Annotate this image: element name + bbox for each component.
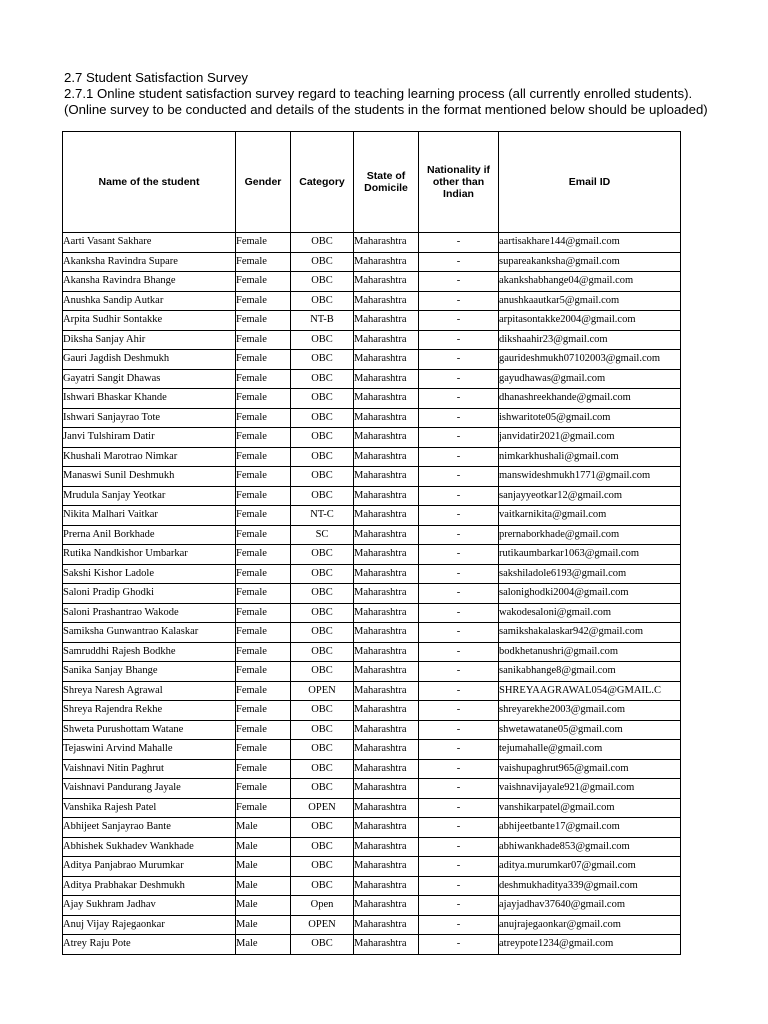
header-state: State of Domicile [354,132,419,233]
table-row [63,642,681,662]
table-row [63,701,681,721]
cell-category: OBC [291,389,354,409]
cell-name: Vaishnavi Nitin Paghrut [63,759,236,779]
cell-gender: Male [236,857,291,877]
cell-name: Ajay Sukhram Jadhav [63,896,236,916]
cell-state: Maharashtra [354,408,419,428]
document-heading [64,70,764,118]
cell-name: Aditya Prabhakar Deshmukh [63,876,236,896]
cell-category: SC [291,525,354,545]
cell-email: janvidatir2021@gmail.com [499,428,681,448]
table-row [63,525,681,545]
cell-state: Maharashtra [354,603,419,623]
cell-gender: Male [236,935,291,955]
cell-category: OBC [291,428,354,448]
cell-name: Prerna Anil Borkhade [63,525,236,545]
cell-email: salonighodki2004@gmail.com [499,584,681,604]
cell-category: OBC [291,642,354,662]
table-row [63,720,681,740]
cell-email: aartisakhare144@gmail.com [499,233,681,253]
cell-email: abhiwankhade853@gmail.com [499,837,681,857]
cell-nationality: - [419,876,499,896]
cell-email: shreyarekhe2003@gmail.com [499,701,681,721]
cell-nationality: - [419,798,499,818]
cell-name: Tejaswini Arvind Mahalle [63,740,236,760]
cell-state: Maharashtra [354,623,419,643]
cell-category: OBC [291,408,354,428]
cell-name: Saloni Prashantrao Wakode [63,603,236,623]
subsection-title: 2.7.1 Online student satisfaction survey regard to teaching learning process (all currently enrolled students). [64,86,693,101]
table-row [63,818,681,838]
cell-state: Maharashtra [354,447,419,467]
cell-email: samikshakalaskar942@gmail.com [499,623,681,643]
cell-name: Ishwari Sanjayrao Tote [63,408,236,428]
cell-category: OBC [291,603,354,623]
table-row [63,837,681,857]
cell-email: ajayjadhav37640@gmail.com [499,896,681,916]
cell-email: shwetawatane05@gmail.com [499,720,681,740]
cell-category: OBC [291,935,354,955]
cell-email: supareakanksha@gmail.com [499,252,681,272]
cell-email: abhijeetbante17@gmail.com [499,818,681,838]
cell-email: akankshabhange04@gmail.com [499,272,681,292]
cell-category: OBC [291,291,354,311]
cell-category: OBC [291,779,354,799]
table-row [63,662,681,682]
cell-name: Samiksha Gunwantrao Kalaskar [63,623,236,643]
cell-email: vaitkarnikita@gmail.com [499,506,681,526]
cell-email: gaurideshmukh07102003@gmail.com [499,350,681,370]
cell-gender: Male [236,837,291,857]
cell-gender: Female [236,740,291,760]
cell-name: Gauri Jagdish Deshmukh [63,350,236,370]
cell-gender: Female [236,389,291,409]
cell-name: Atrey Raju Pote [63,935,236,955]
cell-name: Akansha Ravindra Bhange [63,272,236,292]
cell-category: OBC [291,662,354,682]
table-row [63,350,681,370]
table-row [63,486,681,506]
cell-state: Maharashtra [354,837,419,857]
cell-name: Rutika Nandkishor Umbarkar [63,545,236,565]
cell-email: tejumahalle@gmail.com [499,740,681,760]
cell-nationality: - [419,623,499,643]
cell-name: Anuj Vijay Rajegaonkar [63,915,236,935]
cell-state: Maharashtra [354,467,419,487]
cell-category: OBC [291,252,354,272]
cell-category: OBC [291,486,354,506]
cell-state: Maharashtra [354,350,419,370]
cell-gender: Female [236,252,291,272]
cell-email: sakshiladole6193@gmail.com [499,564,681,584]
cell-category: OBC [291,740,354,760]
cell-gender: Female [236,291,291,311]
cell-gender: Female [236,506,291,526]
cell-name: Ishwari Bhaskar Khande [63,389,236,409]
cell-nationality: - [419,740,499,760]
cell-category: NT-B [291,311,354,331]
cell-nationality: - [419,506,499,526]
cell-gender: Female [236,603,291,623]
cell-state: Maharashtra [354,311,419,331]
cell-gender: Female [236,584,291,604]
cell-nationality: - [419,447,499,467]
cell-email: SHREYAAGRAWAL054@GMAIL.C [499,681,681,701]
cell-name: Khushali Marotrao Nimkar [63,447,236,467]
cell-name: Samruddhi Rajesh Bodkhe [63,642,236,662]
cell-name: Abhishek Sukhadev Wankhade [63,837,236,857]
table-row [63,311,681,331]
cell-gender: Female [236,233,291,253]
cell-nationality: - [419,935,499,955]
cell-gender: Female [236,311,291,331]
table-row [63,467,681,487]
cell-nationality: - [419,857,499,877]
cell-gender: Female [236,272,291,292]
header-category: Category [291,132,354,233]
table-row [63,876,681,896]
cell-name: Akanksha Ravindra Supare [63,252,236,272]
cell-name: Mrudula Sanjay Yeotkar [63,486,236,506]
cell-nationality: - [419,701,499,721]
table-row [63,252,681,272]
cell-category: OBC [291,272,354,292]
cell-email: arpitasontakke2004@gmail.com [499,311,681,331]
cell-name: Aditya Panjabrao Murumkar [63,857,236,877]
cell-gender: Female [236,330,291,350]
table-row [63,291,681,311]
cell-nationality: - [419,837,499,857]
cell-name: Manaswi Sunil Deshmukh [63,467,236,487]
cell-gender: Male [236,876,291,896]
cell-email: vaishnavijayale921@gmail.com [499,779,681,799]
cell-nationality: - [419,584,499,604]
cell-nationality: - [419,779,499,799]
cell-category: OPEN [291,798,354,818]
cell-category: OBC [291,330,354,350]
table-body [63,233,681,955]
cell-name: Abhijeet Sanjayrao Bante [63,818,236,838]
cell-name: Vaishnavi Pandurang Jayale [63,779,236,799]
cell-name: Anushka Sandip Autkar [63,291,236,311]
instructions-note: (Online survey to be conducted and details of the students in the format mentioned below should be uploaded) [64,102,708,117]
cell-email: dhanashreekhande@gmail.com [499,389,681,409]
cell-gender: Female [236,564,291,584]
cell-gender: Female [236,428,291,448]
cell-state: Maharashtra [354,389,419,409]
cell-email: prernaborkhade@gmail.com [499,525,681,545]
cell-email: aditya.murumkar07@gmail.com [499,857,681,877]
cell-nationality: - [419,564,499,584]
cell-state: Maharashtra [354,720,419,740]
header-name: Name of the student [63,132,236,233]
section-title: 2.7 Student Satisfaction Survey [64,70,249,85]
cell-category: OBC [291,584,354,604]
table-row [63,896,681,916]
cell-email: anujrajegaonkar@gmail.com [499,915,681,935]
cell-email: gayudhawas@gmail.com [499,369,681,389]
cell-email: deshmukhaditya339@gmail.com [499,876,681,896]
cell-state: Maharashtra [354,896,419,916]
cell-category: OBC [291,350,354,370]
cell-category: OBC [291,876,354,896]
cell-email: sanikabhange8@gmail.com [499,662,681,682]
table-row [63,759,681,779]
cell-state: Maharashtra [354,915,419,935]
cell-email: vanshikarpatel@gmail.com [499,798,681,818]
cell-state: Maharashtra [354,857,419,877]
cell-nationality: - [419,662,499,682]
cell-state: Maharashtra [354,252,419,272]
table-row [63,447,681,467]
cell-nationality: - [419,818,499,838]
cell-name: Shreya Rajendra Rekhe [63,701,236,721]
cell-nationality: - [419,291,499,311]
cell-category: OBC [291,857,354,877]
table-row [63,915,681,935]
table-row [63,408,681,428]
cell-category: OBC [291,369,354,389]
cell-state: Maharashtra [354,759,419,779]
table-row [63,740,681,760]
cell-nationality: - [419,408,499,428]
cell-name: Gayatri Sangit Dhawas [63,369,236,389]
cell-state: Maharashtra [354,681,419,701]
cell-name: Vanshika Rajesh Patel [63,798,236,818]
cell-state: Maharashtra [354,818,419,838]
cell-nationality: - [419,915,499,935]
cell-email: rutikaumbarkar1063@gmail.com [499,545,681,565]
cell-state: Maharashtra [354,428,419,448]
table-row [63,389,681,409]
cell-nationality: - [419,350,499,370]
cell-name: Shweta Purushottam Watane [63,720,236,740]
cell-nationality: - [419,642,499,662]
cell-state: Maharashtra [354,369,419,389]
cell-nationality: - [419,759,499,779]
cell-gender: Female [236,447,291,467]
cell-gender: Male [236,915,291,935]
cell-state: Maharashtra [354,662,419,682]
cell-state: Maharashtra [354,935,419,955]
cell-state: Maharashtra [354,564,419,584]
cell-state: Maharashtra [354,291,419,311]
cell-email: wakodesaloni@gmail.com [499,603,681,623]
cell-name: Janvi Tulshiram Datir [63,428,236,448]
cell-category: OPEN [291,681,354,701]
cell-nationality: - [419,330,499,350]
cell-name: Shreya Naresh Agrawal [63,681,236,701]
cell-category: Open [291,896,354,916]
cell-email: sanjayyeotkar12@gmail.com [499,486,681,506]
cell-state: Maharashtra [354,584,419,604]
cell-nationality: - [419,369,499,389]
cell-email: dikshaahir23@gmail.com [499,330,681,350]
cell-state: Maharashtra [354,486,419,506]
cell-state: Maharashtra [354,740,419,760]
header-email: Email ID [499,132,681,233]
cell-gender: Male [236,818,291,838]
cell-state: Maharashtra [354,525,419,545]
cell-nationality: - [419,545,499,565]
cell-name: Sakshi Kishor Ladole [63,564,236,584]
cell-nationality: - [419,720,499,740]
cell-gender: Female [236,720,291,740]
cell-category: OBC [291,720,354,740]
table-row [63,681,681,701]
table-row [63,330,681,350]
cell-gender: Male [236,896,291,916]
cell-gender: Female [236,642,291,662]
table-row [63,798,681,818]
cell-nationality: - [419,896,499,916]
table-row [63,369,681,389]
cell-category: OBC [291,447,354,467]
cell-gender: Female [236,701,291,721]
cell-email: anushkaautkar5@gmail.com [499,291,681,311]
cell-email: ishwaritote05@gmail.com [499,408,681,428]
cell-name: Aarti Vasant Sakhare [63,233,236,253]
table-row [63,623,681,643]
cell-gender: Female [236,525,291,545]
cell-nationality: - [419,233,499,253]
cell-nationality: - [419,681,499,701]
cell-nationality: - [419,389,499,409]
cell-category: OBC [291,623,354,643]
cell-email: atreypote1234@gmail.com [499,935,681,955]
cell-email: vaishupaghrut965@gmail.com [499,759,681,779]
cell-name: Arpita Sudhir Sontakke [63,311,236,331]
header-nationality: Nationality if other than Indian [419,132,499,233]
cell-nationality: - [419,428,499,448]
cell-state: Maharashtra [354,642,419,662]
cell-nationality: - [419,311,499,331]
students-table [62,131,681,955]
cell-gender: Female [236,408,291,428]
table-row [63,506,681,526]
cell-gender: Female [236,779,291,799]
cell-state: Maharashtra [354,876,419,896]
cell-name: Diksha Sanjay Ahir [63,330,236,350]
cell-state: Maharashtra [354,330,419,350]
cell-category: OBC [291,467,354,487]
table-row [63,564,681,584]
table-header-row [63,132,681,233]
cell-state: Maharashtra [354,798,419,818]
cell-state: Maharashtra [354,272,419,292]
cell-state: Maharashtra [354,779,419,799]
table-row [63,584,681,604]
cell-category: OPEN [291,915,354,935]
cell-gender: Female [236,369,291,389]
table-row [63,603,681,623]
table-row [63,545,681,565]
table-row [63,857,681,877]
cell-name: Saloni Pradip Ghodki [63,584,236,604]
cell-name: Nikita Malhari Vaitkar [63,506,236,526]
table-row [63,935,681,955]
table-row [63,272,681,292]
cell-email: manswideshmukh1771@gmail.com [499,467,681,487]
cell-name: Sanika Sanjay Bhange [63,662,236,682]
cell-gender: Female [236,798,291,818]
cell-gender: Female [236,350,291,370]
cell-email: bodkhetanushri@gmail.com [499,642,681,662]
header-gender: Gender [236,132,291,233]
cell-gender: Female [236,467,291,487]
cell-email: nimkarkhushali@gmail.com [499,447,681,467]
cell-nationality: - [419,486,499,506]
cell-nationality: - [419,272,499,292]
cell-state: Maharashtra [354,701,419,721]
cell-state: Maharashtra [354,506,419,526]
cell-category: NT-C [291,506,354,526]
cell-nationality: - [419,252,499,272]
cell-state: Maharashtra [354,233,419,253]
cell-state: Maharashtra [354,545,419,565]
cell-gender: Female [236,486,291,506]
cell-gender: Female [236,623,291,643]
cell-gender: Female [236,681,291,701]
cell-gender: Female [236,545,291,565]
cell-category: OBC [291,818,354,838]
cell-gender: Female [236,662,291,682]
cell-category: OBC [291,701,354,721]
table-row [63,233,681,253]
table-row [63,779,681,799]
cell-category: OBC [291,564,354,584]
cell-category: OBC [291,837,354,857]
cell-category: OBC [291,233,354,253]
cell-category: OBC [291,545,354,565]
cell-nationality: - [419,525,499,545]
cell-gender: Female [236,759,291,779]
cell-nationality: - [419,467,499,487]
cell-category: OBC [291,759,354,779]
cell-nationality: - [419,603,499,623]
table-row [63,428,681,448]
